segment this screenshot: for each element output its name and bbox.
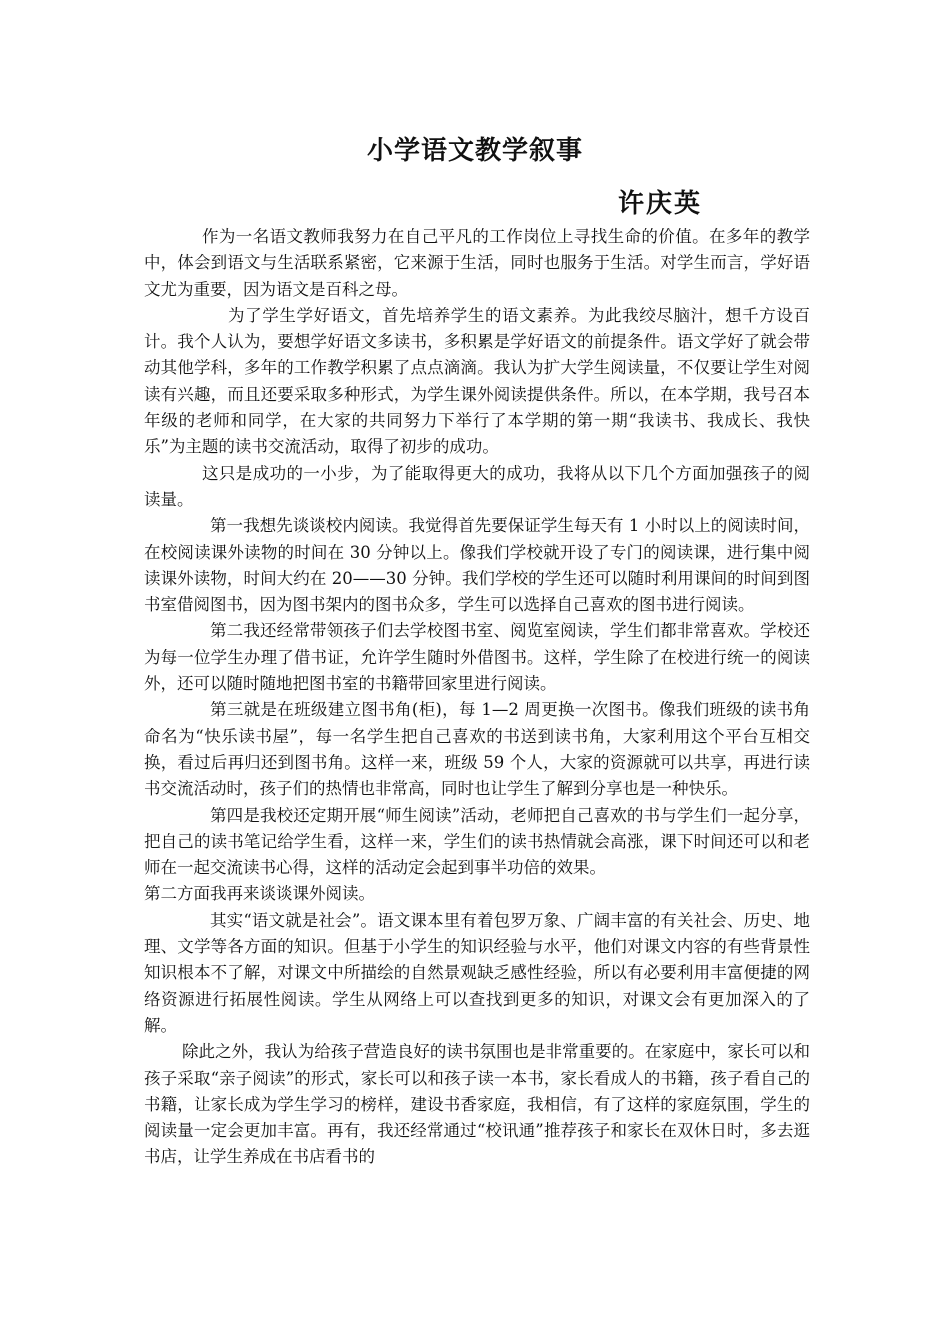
paragraph-2: 为了学生学好语文，首先培养学生的语文素养。为此我绞尽脑汁，想千方设百计。我个人认为，要想学好语文多读书，多积累是学好语文的前提条件。语文学好了就会带动其他学科，多年的工作教学积累了点点滴滴。我认为扩大学生阅读量，不仅要让学生对阅读有兴趣，而且还要采取多种形式，为学生课外阅读提供条件。所以，在本学期，我号召本年级的老师和同学，在大家的共同努力下举行了本学期的第一期“我读书、我成长、我快乐”为主题的读书交流活动，取得了初步的成功。 xyxy=(144,305,810,457)
paragraph-7: 第四是我校还定期开展“师生阅读”活动，老师把自己喜欢的书与学生们一起分享，把自己的读书笔记给学生看，这样一来，学生们的读书热情就会高涨，课下时间还可以和老师在一起交流读书心得，这样的活动定会起到事半功倍的效果。 xyxy=(144,805,810,878)
paragraph-8: 第二方面我再来谈谈课外阅读。 xyxy=(144,884,375,904)
author-name: 许庆英 xyxy=(618,189,703,219)
paragraph-4: 第一我想先谈谈校内阅读。我觉得首先要保证学生每天有 1 小时以上的阅读时间，在校阅读课外读物的时间在 30 分钟以上。像我们学校就开设了专门的阅读课，进行集中阅读课外读物，时间大约在 20——30 分钟。我们学校的学生还可以随时利用课间的时间到图书室借阅图书，因为图书架内的图书众多，学生可以选择自己喜欢的图书进行阅读。 xyxy=(144,516,810,615)
paragraph-5: 第二我还经常带领孩子们去学校图书室、阅览室阅读，学生们都非常喜欢。学校还为每一位学生办理了借书证，允许学生随时外借图书。这样，学生除了在校进行统一的阅读外，还可以随时随地把图书室的书籍带回家里进行阅读。 xyxy=(144,621,810,694)
paragraph-6: 第三就是在班级建立图书角(柜)，每 1—2 周更换一次图书。像我们班级的读书角命名为“快乐读书屋”，每一名学生把自己喜欢的书送到读书角，大家利用这个平台互相交换，看过后再归还到图书角。这样一来，班级 59 个人，大家的资源就可以共享，再进行读书交流活动时，孩子们的热情也非常高，同时也让学生了解到分享也是一种快乐。 xyxy=(144,700,810,799)
paragraph-9: 其实“语文就是社会”。语文课本里有着包罗万象、广阔丰富的有关社会、历史、地理、文学等各方面的知识。但基于小学生的知识经验与水平，他们对课文内容的有些背景性知识根本不了解，对课文中所描绘的自然景观缺乏感性经验，所以有必要利用丰富便捷的网络资源进行拓展性阅读。学生从网络上可以查找到更多的知识，对课文会有更加深入的了解。 xyxy=(144,910,810,1035)
paragraph-1: 作为一名语文教师我努力在自己平凡的工作岗位上寻找生命的价值。在多年的教学中，体会到语文与生活联系紧密，它来源于生活，同时也服务于生活。对学生而言，学好语文尤为重要，因为语文是百科之母。 xyxy=(144,227,810,299)
paragraph-3: 这只是成功的一小步，为了能取得更大的成功，我将从以下几个方面加强孩子的阅读量。 xyxy=(144,463,810,509)
document-body xyxy=(144,224,810,1171)
document-title: 小学语文教学叙事 xyxy=(366,136,583,166)
paragraph-10: 除此之外，我认为给孩子营造良好的读书氛围也是非常重要的。在家庭中，家长可以和孩子采取“亲子阅读”的形式，家长可以和孩子读一本书，家长看成人的书籍，孩子看自己的书籍，让家长成为学生学习的榜样，建设书香家庭，我相信，有了这样的家庭氛围，学生的阅读量一定会更加丰富。再有，我还经常通过“校讯通”推荐孩子和家长在双休日时，多去逛书店，让学生养成在书店看书的 xyxy=(144,1042,810,1167)
